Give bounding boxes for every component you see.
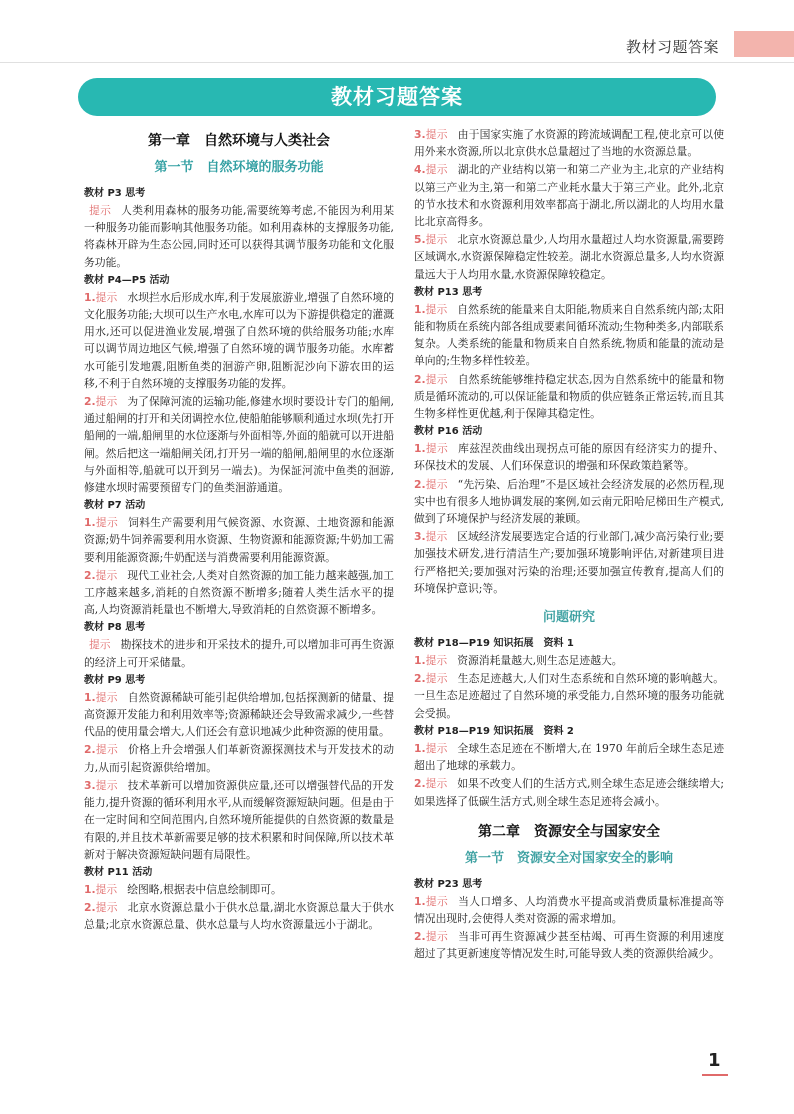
- answer-item: [414, 928, 724, 962]
- header-accent-tab: [734, 31, 794, 57]
- item-number: 1.: [84, 290, 96, 304]
- hint-label: 提示: [95, 516, 119, 530]
- answer-text: 自然资源稀缺可能引起供给增加,包括探测新的储量、提高资源开发能力和利用效率等;资源稀缺还会导致需求减少,一些替代品的使用量会增大,人们还会有意识地减少此种资源的使用量。: [84, 690, 394, 739]
- item-number: 1.: [414, 654, 426, 668]
- hint-label: 提示: [95, 290, 118, 304]
- exercise-heading: 教材 P11 活动: [84, 866, 153, 878]
- answer-text: 如果不改变人们的生活方式,则全球生态足迹会继续增大;如果选择了低碳生活方式,则全球生态足迹将会减小。: [414, 777, 724, 808]
- answer-item: [414, 440, 724, 474]
- hint-label: 提示: [425, 163, 448, 177]
- answer-text: 勘探技术的进步和开采技术的提升,可以增加非可再生资源的经济上可开采储量。: [84, 638, 395, 669]
- exercise-heading: 教材 P7 活动: [84, 500, 146, 512]
- item-number: 2.: [414, 930, 426, 944]
- hint-label: 提示: [425, 477, 448, 491]
- hint-label: 提示: [425, 777, 448, 791]
- answer-item: [84, 567, 394, 619]
- page-number-underline: [702, 1074, 728, 1076]
- item-number: 1.: [414, 302, 426, 316]
- hint-label: 提示: [95, 568, 118, 582]
- item-number: 3.: [414, 128, 426, 141]
- hint-label: 提示: [95, 395, 118, 409]
- answer-item: [414, 371, 724, 423]
- answer-item: [414, 161, 724, 230]
- answer-text: 当人口增多、人均消费水平提高或消费质量标准提高等情况出现时,会使得人类对资源的需求增加。: [414, 894, 725, 925]
- hint-label: 提示: [95, 778, 118, 792]
- answer-text: 库兹涅茨曲线出现拐点可能的原因有经济实力的提升、环保技术的发展、人们环保意识的增强和环保政策趋紧等。: [414, 442, 725, 473]
- item-number: 1.: [84, 882, 96, 896]
- exercise-heading: 教材 P8 思考: [84, 622, 146, 634]
- header-title: 教材习题答案: [626, 38, 720, 56]
- item-number: 1.: [414, 442, 426, 456]
- hint-label: 提示: [95, 690, 118, 704]
- answer-text: 水坝拦水后形成水库,利于发展旅游业,增强了自然环境的文化服务功能;大坝可以生产水电,水库可以为下游提供稳定的灌溉用水,还可以促进渔业发展,增强了自然环境的供给服务功能;水库可以调节周边地区气候,增强了自然环境的调节服务功能。水库蓄水可能引发地震,阻断鱼类的洄游产卵,阻断泥沙向下游农田的运移,不利于自然环境的支撑服务功能的发挥。: [84, 290, 394, 390]
- chapter2-blocks: [414, 877, 724, 963]
- answer-item: [414, 301, 724, 370]
- answer-item: [414, 775, 724, 809]
- exercise-heading: 教材 P4—P5 活动: [84, 274, 170, 286]
- hint-label: 提示: [89, 638, 111, 652]
- answer-text: 当非可再生资源减少甚至枯竭、可再生资源的利用速度超过了其更新速度等情况发生时,可能导致人类的资源供给减少。: [414, 930, 725, 961]
- answer-text: 技术革新可以增加资源供应量,还可以增强替代品的开发能力,提升资源的循环利用水平,从而缓解资源短缺问题。但是由于在一定时间和空间范围内,自然环境所能提供的自然资源的数量是有限的,并且技术革新需要足够的技术积累和时间保障,所以技术革新对于解决资源短缺问题有局限性。: [84, 778, 394, 861]
- exercise-heading: 教材 P13 思考: [414, 286, 483, 298]
- banner-title: 教材习题答案: [331, 85, 463, 109]
- hint-label: 提示: [425, 442, 449, 456]
- title-banner: [78, 78, 716, 116]
- answer-text: 由于国家实施了水资源的跨流域调配工程,使北京可以使用外来水资源,所以北京供水总量超过了当地的水资源总量。: [414, 128, 724, 159]
- exercise-heading: 教材 P18—P19 知识拓展 资料 1: [414, 638, 574, 650]
- answer-text: 自然系统能够维持稳定状态,因为自然系统中的能量和物质是循环流动的,可以保证能量和物质的供应链条正常运转,而且其生物多样性更优越,利于保障其稳定性。: [414, 372, 724, 421]
- left-column: [84, 126, 394, 935]
- answer-text: 区域经济发展要选定合适的行业部门,减少高污染行业;要加强技术研发,进行清洁生产;要加强环境影响评估,对新建项目进行严格把关;要加强对污染的治理;还要加强宣传教育,提高人们的环境保护意识;等。: [414, 530, 724, 595]
- section-title: 第一节 自然环境的服务功能: [154, 160, 324, 175]
- exercise-heading: 教材 P3 思考: [84, 188, 146, 199]
- item-number: 1.: [84, 690, 96, 704]
- header-divider: [0, 62, 794, 63]
- hint-label: 提示: [425, 128, 448, 141]
- chapter-title: 第一章 自然环境与人类社会: [148, 133, 330, 149]
- hint-label: 提示: [425, 372, 448, 386]
- answer-text: 自然系统的能量来自太阳能,物质来自自然系统内部;太阳能和物质在系统内部各组成要素间循环流动;生物种类多,内部联系复杂。人类系统的能量和物质来自自然系统,物质和能量的流动是单向的;生物多样性较差。: [414, 302, 724, 368]
- hint-label: 提示: [425, 894, 449, 908]
- item-number: 2.: [84, 395, 96, 409]
- answer-item: [414, 476, 724, 528]
- answer-item: [414, 893, 724, 927]
- right-top-items: [414, 126, 724, 283]
- chapter2-section-title: 第一节 资源安全对国家安全的影响: [464, 850, 673, 866]
- hint-label: 提示: [425, 930, 449, 944]
- hint-label: 提示: [95, 882, 118, 896]
- item-number: 1.: [414, 741, 426, 755]
- item-number: 2.: [414, 477, 426, 491]
- answer-text: 为了保障河流的运输功能,修建水坝时要设计专门的船闸,通过船闸的打开和关闭调控水位,使船舶能够顺利通过水坝(先打开船闸的一端,船闸里的水位逐渐与外面相等,外面的船就可以开进船闸。然后把这一端船闸关闭,打开另一端的船闸,船闸里的水位逐渐与外面相等,船就可以开到另一端去)。为保証河流中鱼类的洄游,修建水坝时需要预留专门的鱼类洄游通道。: [84, 395, 394, 495]
- left-blocks: [84, 186, 394, 934]
- answer-text: 北京水资源总量小于供水总量,湖北水资源总量大于供水总量;北京水资源总量、供水总量与人均水资源量远小于湖北。: [84, 901, 394, 932]
- answer-item: [84, 881, 394, 898]
- answer-item: [84, 741, 394, 775]
- hint-label: 提示: [425, 530, 448, 544]
- item-number: 1.: [84, 516, 96, 530]
- answer-item: [84, 777, 394, 863]
- exercise-heading: 教材 P23 思考: [414, 878, 483, 890]
- item-number: 2.: [84, 568, 96, 582]
- answer-item: [414, 740, 724, 774]
- item-number: 3.: [84, 778, 96, 792]
- answer-item: [414, 126, 724, 160]
- answer-text: 绘图略,根据表中信息绘制即可。: [127, 882, 282, 896]
- answer-item: [84, 636, 394, 670]
- answer-text: 现代工业社会,人类对自然资源的加工能力越来越强,加工工序越来越多,消耗的自然资源不断增多;随着人类生活水平的提高,人均资源消耗量也不断增大,导致消耗的自然资源不断增多。: [84, 568, 394, 617]
- answer-item: [414, 528, 724, 597]
- hint-label: 提示: [425, 233, 448, 247]
- answer-text: 资源消耗量越大,则生态足迹越大。: [457, 654, 623, 668]
- answer-item: [84, 514, 394, 566]
- exercise-heading: 教材 P16 活动: [414, 426, 483, 438]
- hint-label: 提示: [425, 741, 448, 755]
- answer-text: 人类利用森林的服务功能,需要统筹考虑,不能因为利用某一种服务功能而影响其他服务功能。如利用森林的支撑服务功能,将森林开辟为生态公园,同时还可以获得其调节服务功能和文化服务功能。: [84, 204, 395, 269]
- answer-item: [414, 652, 724, 669]
- item-number: 2.: [84, 743, 96, 757]
- answer-item: [84, 202, 394, 271]
- chapter2-title: 第二章 资源安全与国家安全: [478, 823, 660, 840]
- item-number: 2.: [414, 777, 426, 791]
- page-number: 1: [708, 1050, 721, 1071]
- item-number: 5.: [414, 233, 426, 247]
- item-number: 1.: [414, 894, 426, 908]
- answer-item: [414, 670, 724, 722]
- answer-text: 饲料生产需要利用气候资源、水资源、土地资源和能源资源;奶牛饲养需要利用水资源、生物资源和能源资源;牛奶加工需要利用能源资源;牛奶配送与消费需要利用能源资源。: [84, 516, 395, 564]
- hint-label: 提示: [425, 302, 448, 316]
- exercise-heading: 教材 P18—P19 知识拓展 资料 2: [414, 725, 574, 737]
- item-number: 4.: [414, 163, 426, 177]
- item-number: 3.: [414, 530, 426, 544]
- answer-item: [84, 899, 394, 933]
- answer-item: [84, 689, 394, 741]
- right-column: [414, 126, 724, 964]
- answer-item: [84, 393, 394, 496]
- answer-text: 湖北的产业结构以第一和第二产业为主,北京的产业结构以第三产业为主,第一和第二产业耗水量大于第三产业。此外,北京的节水技术和水资源利用效率都高于湖北,所以湖北的人均用水量比北京高得多。: [414, 163, 724, 229]
- answer-item: [84, 289, 394, 392]
- exercise-heading: 教材 P9 思考: [84, 674, 146, 686]
- answer-text: 生态足迹越大,人们对生态系统和自然环境的影响越大。一旦生态足迹超过了自然环境的承受能力,自然环境的服务功能就会受损。: [414, 672, 724, 720]
- answer-text: “先污染、后治理”不是区域社会经济发展的必然历程,现实中也有很多人地协调发展的案例,如云南元阳哈尼梯田生产模式,做到了环境保护与经济发展的兼顾。: [414, 477, 724, 526]
- answer-item: [414, 231, 724, 283]
- hint-label: 提示: [95, 901, 118, 915]
- answer-text: 价格上升会增强人们革新资源探测技术与开发技术的动力,从而引起资源供给增加。: [84, 743, 395, 774]
- item-number: 2.: [84, 901, 96, 915]
- hint-label: 提示: [89, 204, 112, 217]
- item-number: 2.: [414, 372, 426, 386]
- research-blocks: [414, 636, 724, 810]
- right-blocks: [414, 285, 724, 597]
- hint-label: 提示: [425, 654, 448, 668]
- hint-label: 提示: [425, 672, 448, 686]
- answer-text: 全球生态足迹在不断增大,在 1970 年前后全球生态足迹超出了地球的承载力。: [414, 741, 724, 773]
- hint-label: 提示: [95, 743, 119, 757]
- research-section-title: 问题研究: [542, 610, 595, 626]
- item-number: 2.: [414, 672, 426, 686]
- answer-text: 北京水资源总量少,人均用水量超过人均水资源量,需要跨区域调水,水资源保障稳定性较差。湖北水资源总量多,人均水资源量远大于人均用水量,水资源保障较稳定。: [414, 233, 724, 281]
